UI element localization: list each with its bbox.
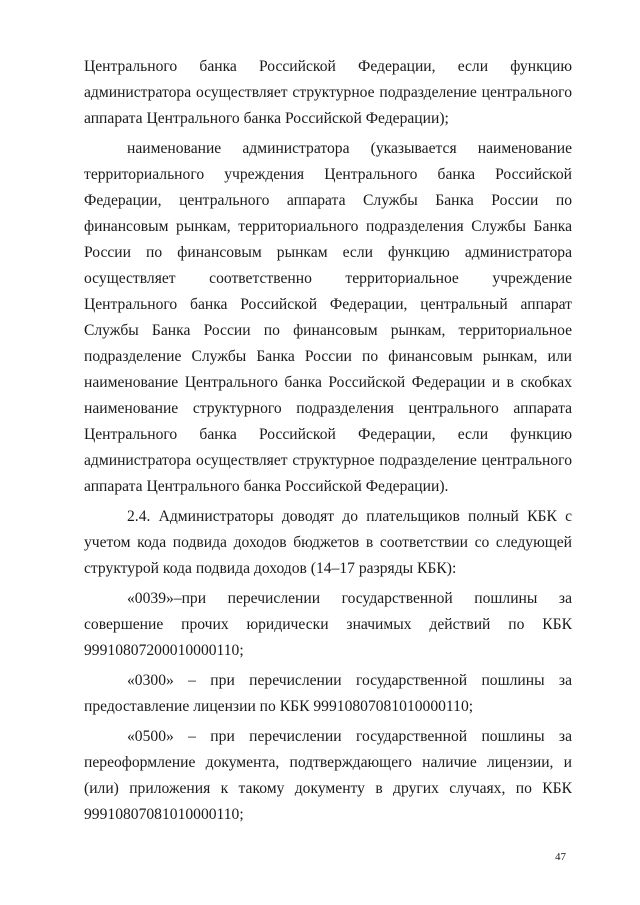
- paragraph-administrator-name: наименование администратора (указывается наименование территориального учреждения Центрального банка Российской Федерации, центрального аппарата Службы Банка России по финансовым рынкам, территориального подразделения Службы Банка России по финансовым рынкам если функцию администратора осуществляет соответственно территориальное учреждение Центрального банка Российской Федерации, центральный аппарат Службы Банка России по финансовым рынкам, территориальное подразделение Службы Банка России по финансовым рынкам, или наименование Центрального банка Российской Федерации и в скобках наименование структурного подразделения центрального аппарата Центрального банка Российской Федерации, если функцию администратора осуществляет структурное подразделение центрального аппарата Центрального банка Российской Федерации).: [84, 140, 572, 495]
- paragraph-continuation: Центрального банка Российской Федерации, если функцию администратора осуществляет структурное подразделение центрального аппарата Центрального банка Российской Федерации);: [84, 58, 572, 127]
- page-number: 47: [555, 851, 566, 863]
- paragraph-code-0500: «0500» – при перечислении государственной пошлины за переоформление документа, подтверждающего наличие лицензии, и (или) приложения к такому документу в других случаях, по КБК 99910807081010000110;: [84, 728, 572, 823]
- paragraph-section-2-4: 2.4. Администраторы доводят до плательщиков полный КБК с учетом кода подвида доходов бюджетов в соответствии со следующей структурой кода подвида доходов (14–17 разряды КБК):: [84, 508, 572, 577]
- document-body: [84, 54, 572, 832]
- paragraph-code-0300: «0300» – при перечислении государственной пошлины за предоставление лицензии по КБК 99910807081010000110;: [84, 672, 572, 715]
- paragraph-code-0039: «0039»–при перечислении государственной пошлины за совершение прочих юридически значимых действий по КБК 99910807200010000110;: [84, 590, 572, 659]
